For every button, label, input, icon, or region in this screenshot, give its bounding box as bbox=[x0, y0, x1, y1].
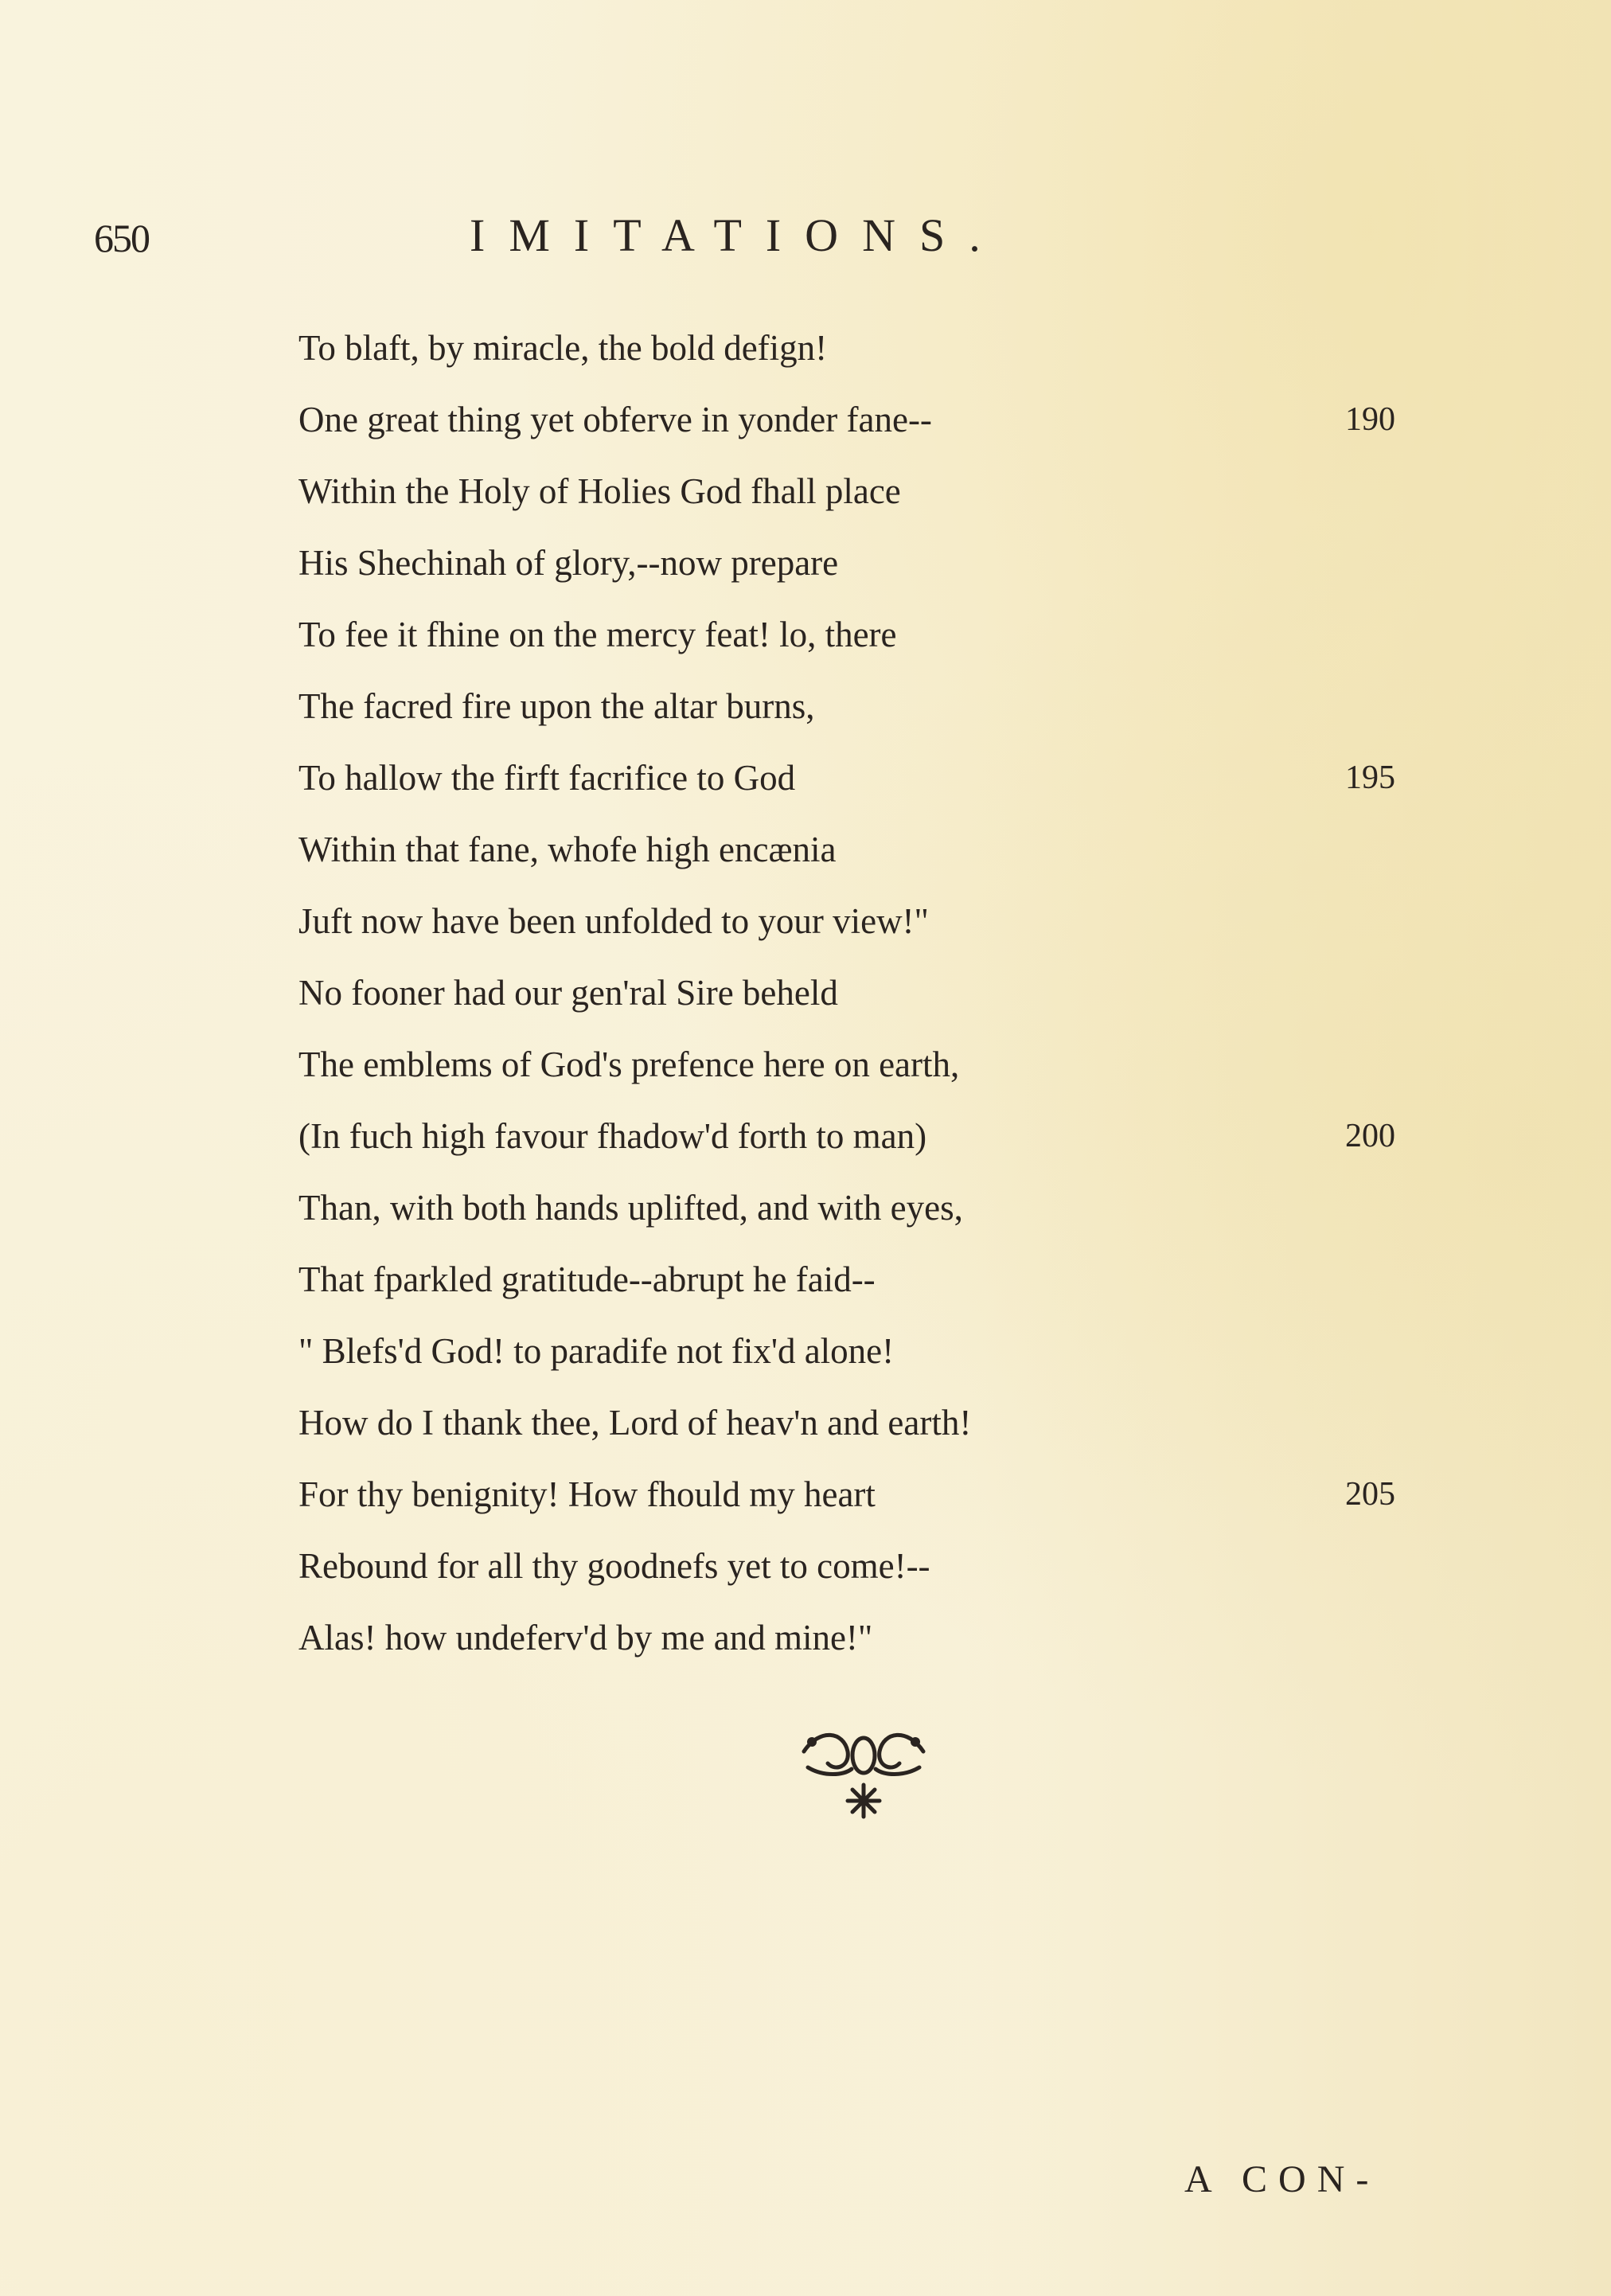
poem-line bbox=[298, 1602, 1429, 1673]
poem-line bbox=[298, 814, 1429, 885]
line-text: How do I thank thee, Lord of heav'n and earth! bbox=[298, 1403, 972, 1443]
line-text: Than, with both hands uplifted, and with eyes, bbox=[298, 1188, 963, 1228]
line-number: 190 bbox=[1345, 401, 1395, 438]
poem-line bbox=[298, 1100, 1429, 1172]
line-text: That fparkled gratitude--abrupt he faid-- bbox=[298, 1259, 876, 1299]
line-text: Within the Holy of Holies God fhall place bbox=[298, 471, 901, 511]
line-number: 205 bbox=[1345, 1476, 1395, 1513]
line-text: For thy benignity! How fhould my heart bbox=[298, 1474, 876, 1514]
poem-line bbox=[298, 599, 1429, 670]
line-text: Juft now have been unfolded to your view!" bbox=[298, 901, 929, 941]
poem-line bbox=[298, 670, 1429, 742]
line-number: 195 bbox=[1345, 759, 1395, 796]
poem-line bbox=[298, 1244, 1429, 1315]
line-number: 200 bbox=[1345, 1118, 1395, 1154]
poem-line bbox=[298, 1458, 1429, 1530]
printers-fleuron-icon bbox=[788, 1720, 939, 1823]
poem-line bbox=[298, 384, 1429, 455]
poem-line bbox=[298, 957, 1429, 1029]
poem-text bbox=[298, 312, 1429, 1673]
poem-line bbox=[298, 885, 1429, 957]
poem-line bbox=[298, 1172, 1429, 1244]
line-text: The emblems of God's prefence here on earth, bbox=[298, 1045, 960, 1084]
poem-line bbox=[298, 455, 1429, 527]
line-text: Rebound for all thy goodnefs yet to come!-- bbox=[298, 1546, 930, 1586]
poem-line bbox=[298, 312, 1429, 384]
page-number: 650 bbox=[94, 216, 149, 260]
poem-line bbox=[298, 742, 1429, 814]
line-text: " Blefs'd God! to paradife not fix'd alone! bbox=[298, 1331, 895, 1371]
line-text: Within that fane, whofe high encænia bbox=[298, 830, 837, 869]
line-text: One great thing yet obferve in yonder fane-- bbox=[298, 400, 932, 439]
line-text: To hallow the firft facrifice to God bbox=[298, 758, 796, 798]
poem-line bbox=[298, 1315, 1429, 1387]
line-text: The facred fire upon the altar burns, bbox=[298, 686, 815, 726]
poem-line bbox=[298, 527, 1429, 599]
line-text: (In fuch high favour fhadow'd forth to man) bbox=[298, 1116, 927, 1156]
line-text: To fee it fhine on the mercy feat! lo, there bbox=[298, 615, 897, 654]
line-text: His Shechinah of glory,--now prepare bbox=[298, 543, 839, 583]
line-text: No fooner had our gen'ral Sire beheld bbox=[298, 973, 838, 1013]
line-text: Alas! how undeferv'd by me and mine!" bbox=[298, 1618, 873, 1658]
poem-line bbox=[298, 1029, 1429, 1100]
poem-line bbox=[298, 1387, 1429, 1458]
line-text: To blaft, by miracle, the bold defign! bbox=[298, 328, 828, 368]
running-head: IMITATIONS. bbox=[470, 209, 1004, 261]
poem-line bbox=[298, 1530, 1429, 1602]
catchword: A CON- bbox=[1184, 2158, 1380, 2200]
